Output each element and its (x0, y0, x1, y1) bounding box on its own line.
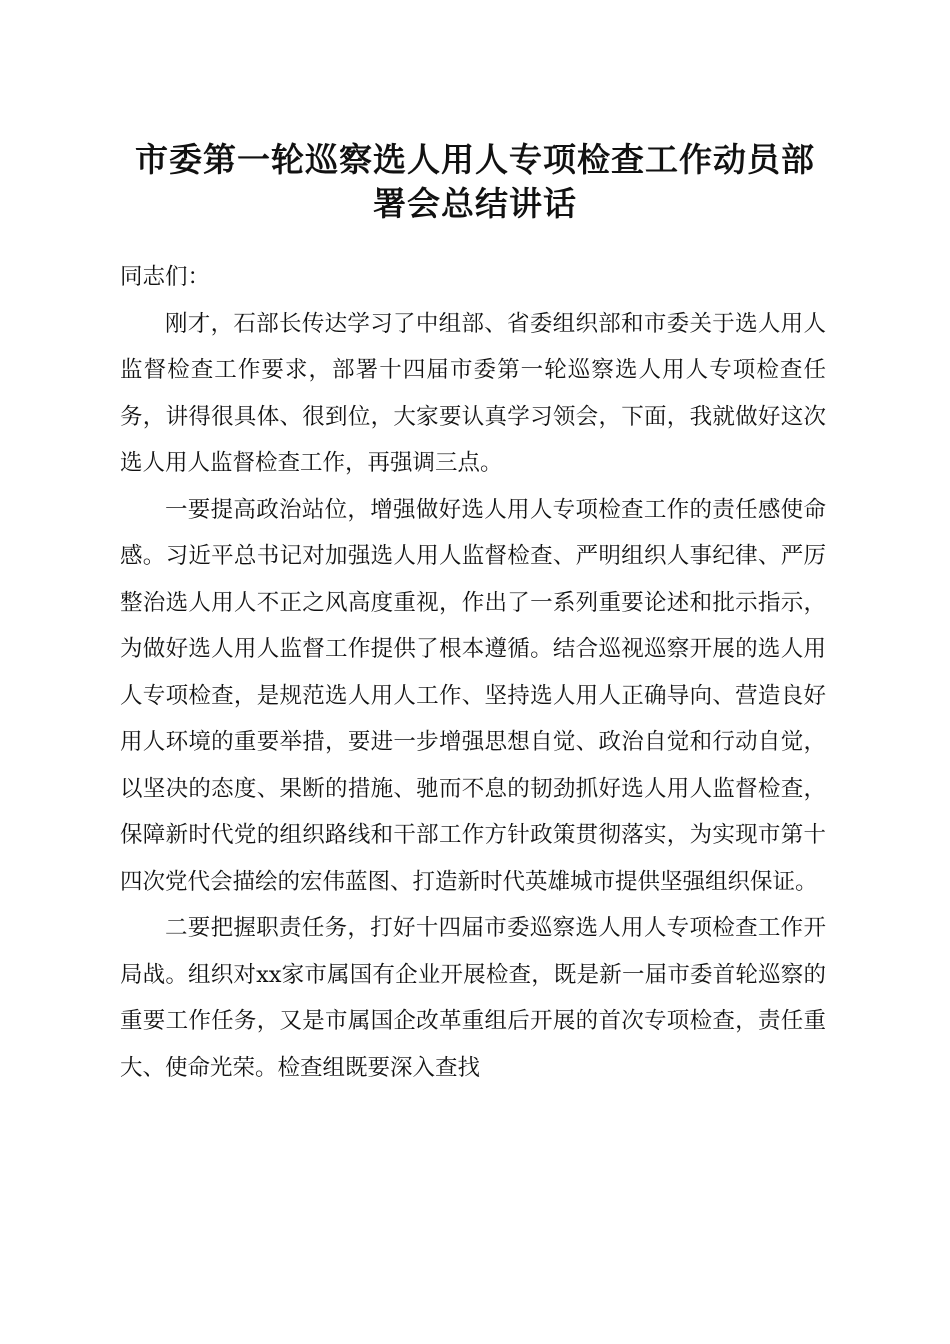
title-line-1: 市委第一轮巡察选人用人专项检查工作动员部 (135, 140, 815, 179)
title-line-2: 署会总结讲话 (373, 184, 577, 223)
document-title (110, 138, 840, 226)
greeting: 同志们： (120, 264, 211, 290)
paragraph-1: 刚才，石部长传达学习了中组部、省委组织部和市委关于选人用人监督检查工作要求，部署十四届市委第一轮巡察选人用人专项检查任务，讲得很具体、很到位，大家要认真学习领会，下面，我就做好这次选人用人监督检查工作，再强调三点。 (120, 310, 826, 476)
paragraph-3: 二要把握职责任务，打好十四届市委巡察选人用人专项检查工作开局战。组织对xx家市属国有企业开展检查，既是新一届市委首轮巡察的重要工作任务，又是市属国企改革重组后开展的首次专项检查，责任重大、使命光荣。检查组既要深入查找 (120, 915, 826, 1081)
paragraph-2: 一要提高政治站位，增强做好选人用人专项检查工作的责任感使命感。习近平总书记对加强选人用人监督检查、严明组织人事纪律、严厉整治选人用人不正之风高度重视，作出了一系列重要论述和批示指示，为做好选人用人监督工作提供了根本遵循。结合巡视巡察开展的选人用人专项检查，是规范选人用人工作、坚持选人用人正确导向、营造良好用人环境的重要举措，要进一步增强思想自觉、政治自觉和行动自觉，以坚决的态度、果断的措施、驰而不息的韧劲抓好选人用人监督检查，保障新时代党的组织路线和干部工作方针政策贯彻落实，为实现市第十四次党代会描绘的宏伟蓝图、打造新时代英雄城市提供坚强组织保证。 (120, 496, 826, 895)
document-body (120, 254, 826, 1091)
